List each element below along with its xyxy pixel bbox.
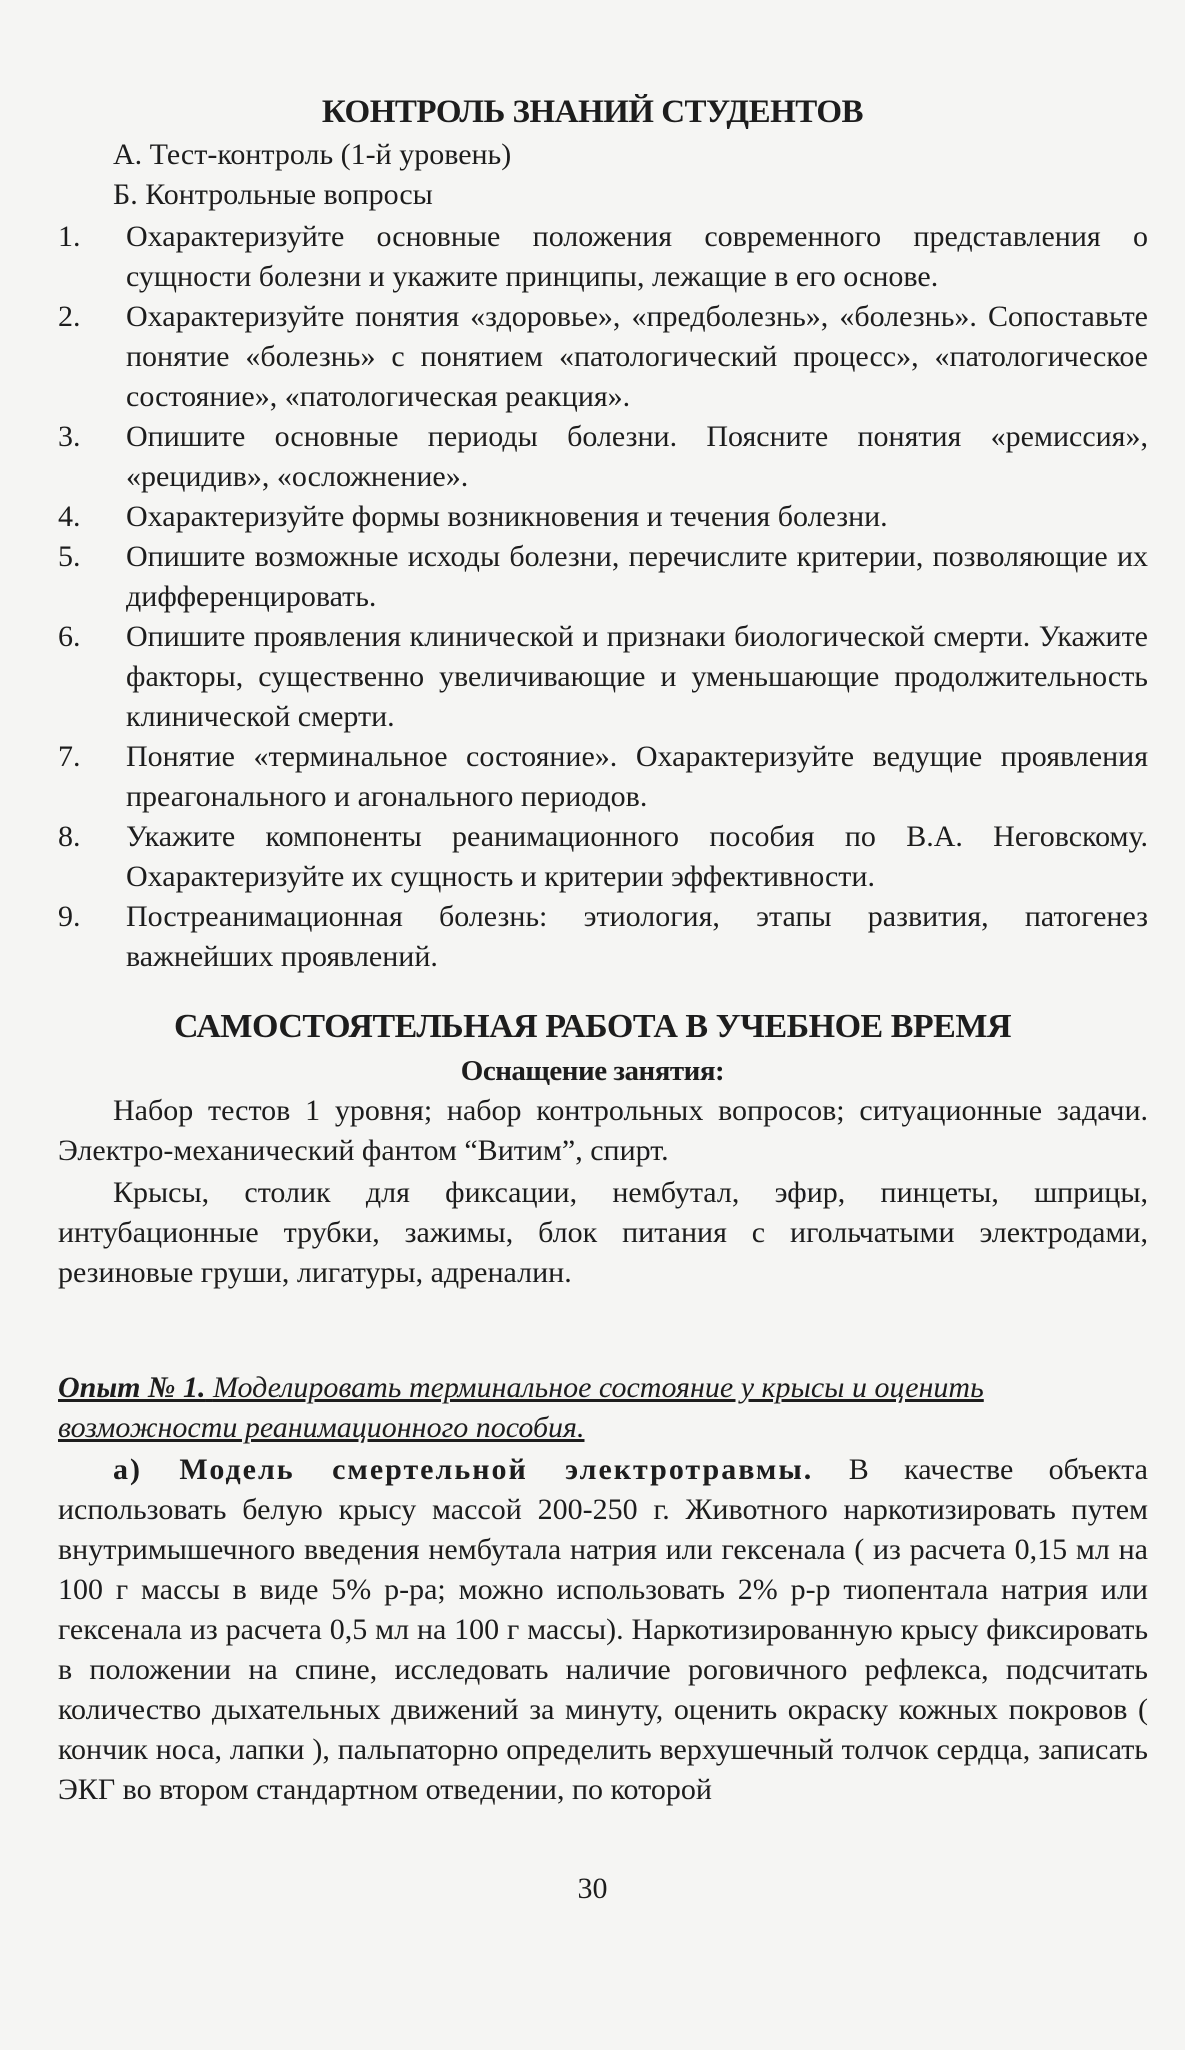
- question-number: 4.: [58, 500, 81, 533]
- subsection-control-questions: Б. Контрольные вопросы: [113, 178, 433, 211]
- question-text: Опишите проявления клинической и признаки биологической смерти. Укажите факторы, существенно увеличивающие и уменьшающие продолжительность клинической смерти.: [126, 620, 1148, 733]
- experiment-model-lead: а) Модель смертельной электротравмы.: [113, 1453, 814, 1486]
- question-number: 3.: [58, 420, 81, 453]
- question-text: Постреанимационная болезнь: этиология, этапы развития, патогенез важнейших проявлений.: [126, 900, 1148, 973]
- question-item: [58, 497, 1148, 537]
- question-item: [58, 537, 1148, 617]
- question-text: Опишите возможные исходы болезни, перечислите критерии, позволяющие их дифференцировать.: [126, 540, 1148, 613]
- equipment-paragraph-2: Крысы, столик для фиксации, нембутал, эфир, пинцеты, шприцы, интубационные трубки, зажимы, блок питания с игольчатыми электродами, резиновые груши, лигатуры, адреналин.: [58, 1176, 1148, 1289]
- section-title-knowledge-control: КОНТРОЛЬ ЗНАНИЙ СТУДЕНТОВ: [321, 94, 864, 130]
- question-text: Укажите компоненты реанимационного пособия по В.А. Неговскому. Охарактеризуйте их сущность и критерии эффективности.: [126, 820, 1148, 893]
- control-questions-list: [58, 217, 1148, 977]
- experiment-label: Опыт № 1.: [58, 1371, 206, 1404]
- question-number: 9.: [58, 900, 81, 933]
- experiment-paragraph: [58, 1450, 1148, 1810]
- question-text: Охарактеризуйте понятия «здоровье», «предболезнь», «болезнь». Сопоставьте понятие «болезнь» с понятием «патологический процесс», «патологическое состояние», «патологическая реакция».: [126, 300, 1148, 413]
- question-item: [58, 417, 1148, 497]
- question-item: [58, 297, 1148, 417]
- question-number: 7.: [58, 740, 81, 773]
- page-number: 30: [577, 1872, 608, 1905]
- question-number: 2.: [58, 300, 81, 333]
- question-item: [58, 217, 1148, 297]
- question-number: 8.: [58, 820, 81, 853]
- section-title-independent-work: САМОСТОЯТЕЛЬНАЯ РАБОТА В УЧЕБНОЕ ВРЕМЯ: [173, 1008, 1011, 1045]
- subsection-test-control: А. Тест-контроль (1-й уровень): [113, 138, 512, 171]
- question-item: [58, 897, 1148, 977]
- question-text: Охарактеризуйте формы возникновения и течения болезни.: [126, 500, 888, 533]
- experiment-title: Моделировать терминальное состояние у крысы и оценить возможности реанимационного пособия.: [58, 1371, 984, 1444]
- question-text: Понятие «терминальное состояние». Охарактеризуйте ведущие проявления преагонального и агонального периодов.: [126, 740, 1148, 813]
- section-subtitle-equipment: Оснащение занятия:: [460, 1055, 725, 1087]
- question-item: [58, 737, 1148, 817]
- question-number: 6.: [58, 620, 81, 653]
- question-item: [58, 617, 1148, 737]
- question-text: Опишите основные периоды болезни. Поясните понятия «ремиссия», «рецидив», «осложнение».: [126, 420, 1148, 493]
- question-number: 1.: [58, 220, 81, 253]
- experiment-description: В качестве объекта использовать белую крысу массой 200-250 г. Животного наркотизировать путем внутримышечного введения нембутала натрия или гексенала ( из расчета 0,15 мл на 100 г массы в виде 5% р-ра; можно использовать 2% р-р тиопентала натрия или гексенала из расчета 0,5 мл на 100 г массы). Наркотизированную крысу фиксировать в положении на спине, исследовать наличие роговичного рефлекса, подсчитать количество дыхательных движений за минуту, оценить окраску кожных покровов ( кончик носа, лапки ), пальпаторно определить верхушечный толчок сердца, записать ЭКГ во втором стандартном отведении, по которой: [58, 1453, 1148, 1806]
- equipment-paragraph-1: Набор тестов 1 уровня; набор контрольных вопросов; ситуационные задачи. Электро-механический фантом “Витим”, спирт.: [58, 1094, 1148, 1167]
- experiment-heading: [58, 1368, 1148, 1448]
- question-item: [58, 817, 1148, 897]
- question-text: Охарактеризуйте основные положения современного представления о сущности болезни и укажите принципы, лежащие в его основе.: [126, 220, 1148, 293]
- question-number: 5.: [58, 540, 81, 573]
